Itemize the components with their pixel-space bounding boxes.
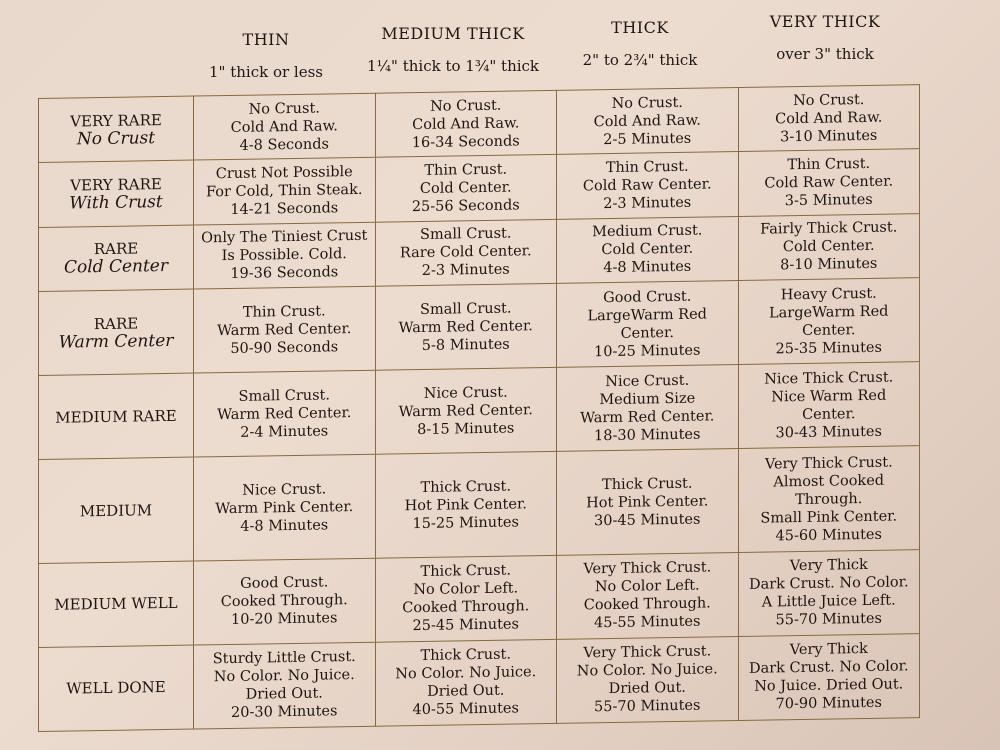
cell-line: 50-90 Seconds: [230, 338, 339, 357]
cell-line: Warm Red Center.: [580, 408, 715, 427]
cell-line: Small Crust.: [238, 387, 330, 405]
cell-line: Small Crust.: [420, 226, 512, 244]
cell-line: Warm Red Center.: [398, 401, 533, 421]
cell-line: Dried Out.: [608, 680, 686, 698]
table-cell: [557, 552, 739, 639]
column-header-thick: [540, 18, 740, 69]
table-cell: [557, 216, 739, 283]
row-label: VERY RARE: [70, 110, 162, 131]
cell-line: Thin Crust.: [242, 303, 326, 321]
cell-line: 30-45 Minutes: [594, 511, 701, 529]
cell-line: Cold Center.: [419, 179, 512, 198]
cell-line: 4-8 Minutes: [240, 517, 329, 535]
cell-line: Rare Cold Center.: [399, 243, 532, 262]
cell-line: 10-25 Minutes: [594, 342, 701, 360]
cell-line: Very Thick: [789, 641, 868, 659]
row-label: VERY RARE: [70, 175, 162, 195]
table-cell: [375, 284, 557, 371]
cell-line: 40-55 Minutes: [412, 700, 519, 719]
cell-line: 15-25 Minutes: [412, 514, 519, 532]
cell-line: 10-20 Minutes: [231, 610, 338, 629]
row-label: RARE: [93, 239, 139, 259]
cell-line: Dried Out.: [245, 685, 323, 704]
cell-line: No Color. No Juice.: [213, 667, 355, 686]
cell-line: Cooked Through.: [220, 592, 348, 611]
cell-line: 20-30 Minutes: [231, 703, 338, 722]
cell-line: Hot Pink Center.: [404, 495, 527, 514]
cell-line: Cold And Raw.: [775, 109, 883, 128]
column-header-thin: [166, 30, 366, 81]
cell-line: Is Possible. Cold.: [221, 246, 347, 265]
cell-line: Thick Crust.: [420, 647, 511, 665]
cell-line: 2-5 Minutes: [603, 130, 692, 148]
cell-line: Cold And Raw.: [593, 112, 701, 130]
cell-line: 25-35 Minutes: [775, 339, 882, 358]
table-cell: [557, 281, 739, 368]
row-header: [39, 289, 194, 375]
cell-line: Warm Red Center.: [217, 320, 352, 339]
cell-line: Cold Raw Center.: [764, 173, 894, 192]
column-subtitle: 1¼" thick to 1¾" thick: [366, 57, 540, 75]
table-cell: [194, 642, 376, 729]
column-header-very-thick: [725, 12, 925, 63]
cell-line: Crust Not Possible: [215, 164, 353, 183]
table-cell: [557, 365, 739, 452]
cell-line: 45-60 Minutes: [775, 526, 882, 544]
cell-line: 5-8 Minutes: [421, 336, 510, 354]
cell-line: 4-8 Minutes: [603, 259, 692, 277]
cell-line: LargeWarm Red Center.: [769, 303, 889, 339]
cell-line: 2-4 Minutes: [240, 423, 329, 441]
cell-line: Cold Raw Center.: [582, 176, 712, 195]
cell-line: No Crust.: [248, 100, 320, 118]
column-title: THIN: [242, 30, 290, 49]
cell-line: Almost Cooked Through.: [773, 472, 885, 508]
cell-line: 2-3 Minutes: [603, 194, 692, 213]
cell-line: 3-10 Minutes: [780, 127, 878, 146]
table-cell: [375, 555, 557, 642]
cell-line: Only The Tiniest Crust: [201, 228, 368, 247]
table-cell: [738, 278, 920, 365]
column-title: VERY THICK: [769, 12, 881, 31]
cell-line: 16-34 Seconds: [411, 133, 520, 151]
table-cell: [194, 222, 376, 289]
cell-line: No Color. No Juice.: [576, 661, 718, 681]
cell-line: No Color Left.: [594, 578, 700, 596]
table-cell: [375, 452, 557, 559]
cell-line: Good Crust.: [240, 574, 329, 593]
cell-line: 30-43 Minutes: [775, 423, 882, 442]
cell-line: 55-70 Minutes: [775, 611, 882, 629]
table-cell: [375, 155, 557, 222]
cell-line: 25-56 Seconds: [411, 197, 520, 216]
cell-line: Cold And Raw.: [412, 115, 520, 133]
cell-line: Very Thick: [789, 557, 868, 575]
cell-line: Cold Center.: [601, 241, 694, 259]
table-cell: [738, 149, 920, 216]
cell-line: Nice Warm Red Center.: [771, 387, 887, 423]
cell-line: Fairly Thick Crust.: [760, 219, 898, 239]
cell-line: Sturdy Little Crust.: [212, 649, 356, 668]
cell-line: 45-55 Minutes: [594, 614, 701, 632]
cell-line: 8-10 Minutes: [780, 256, 878, 274]
row-sublabel: Cold Center: [63, 256, 168, 279]
cell-line: Small Crust.: [420, 300, 512, 318]
table-cell: [375, 90, 557, 157]
column-subtitle: 2" to 2¾" thick: [582, 51, 698, 69]
cell-line: 2-3 Minutes: [421, 262, 510, 280]
column-subtitle: 1" thick or less: [209, 63, 323, 81]
cell-line: Medium Size: [599, 390, 696, 408]
cell-line: Nice Crust.: [242, 481, 327, 499]
cell-line: No Juice. Dried Out.: [754, 676, 904, 696]
row-label: RARE: [93, 314, 139, 333]
row-header: [39, 457, 194, 563]
cell-line: Thin Crust.: [424, 161, 508, 180]
cell-line: Cold And Raw.: [230, 117, 338, 136]
cell-line: 70-90 Minutes: [775, 695, 882, 713]
row-label: WELL DONE: [66, 678, 166, 699]
cell-line: No Crust.: [793, 91, 865, 109]
row-header: [39, 561, 194, 647]
table-cell: [557, 636, 739, 723]
row-header: [39, 373, 194, 459]
cell-line: Thin Crust.: [787, 156, 871, 174]
table-cell: [194, 558, 376, 645]
cell-line: Very Thick Crust.: [583, 643, 712, 662]
cell-line: Thin Crust.: [605, 158, 689, 177]
table-cell: [375, 639, 557, 726]
cell-line: Nice Thick Crust.: [764, 369, 894, 388]
cell-line: Nice Crust.: [423, 384, 508, 402]
table-cell: [375, 368, 557, 455]
cell-line: Dark Crust. No Color.: [748, 658, 909, 678]
cell-line: Cold Center.: [782, 238, 875, 256]
table-row: [39, 550, 920, 648]
row-header: [39, 225, 194, 292]
table-cell: [557, 152, 739, 219]
table-row: [39, 278, 920, 376]
table-cell: [557, 449, 739, 556]
cell-line: Heavy Crust.: [780, 285, 877, 304]
table-cell: [194, 454, 376, 561]
table-cell: [557, 88, 739, 155]
table-cell: [194, 158, 376, 225]
cell-line: Warm Red Center.: [398, 317, 533, 337]
row-header: [39, 160, 194, 227]
cell-line: No Color. No Juice.: [395, 664, 537, 683]
table-cell: [738, 550, 920, 637]
cell-line: Hot Pink Center.: [586, 493, 709, 511]
cell-line: No Color Left.: [413, 580, 519, 599]
cell-line: Thick Crust.: [420, 562, 511, 581]
cell-line: No Crust.: [611, 94, 683, 112]
doneness-table: [38, 84, 920, 732]
cell-line: Cooked Through.: [402, 598, 530, 617]
column-title: THICK: [611, 18, 669, 37]
table-cell: [194, 93, 376, 160]
table-cell: [375, 219, 557, 286]
cell-line: Very Thick Crust.: [583, 559, 712, 578]
row-header: [39, 645, 194, 731]
column-subtitle: over 3" thick: [776, 45, 874, 63]
cell-line: 14-21 Seconds: [230, 200, 339, 219]
cell-line: For Cold, Thin Steak.: [206, 181, 363, 201]
row-label: MEDIUM RARE: [55, 406, 177, 427]
table-cell: [738, 213, 920, 280]
cell-line: Warm Pink Center.: [215, 498, 354, 517]
cell-line: LargeWarm Red Center.: [587, 306, 707, 342]
cell-line: 55-70 Minutes: [594, 698, 701, 716]
column-title: MEDIUM THICK: [381, 24, 525, 43]
table-row: [39, 362, 920, 460]
cell-line: Dark Crust. No Color.: [748, 574, 909, 594]
cell-line: Thick Crust.: [602, 475, 693, 493]
cell-line: 25-45 Minutes: [412, 616, 519, 635]
row-sublabel: Warm Center: [58, 330, 174, 353]
row-header: [39, 96, 194, 163]
row-label: MEDIUM: [79, 500, 153, 520]
cell-line: No Crust.: [430, 97, 502, 115]
row-sublabel: No Crust: [76, 127, 156, 150]
table-cell: [738, 446, 920, 553]
cell-line: Thick Crust.: [420, 478, 511, 496]
cell-line: 3-5 Minutes: [784, 191, 873, 210]
cell-line: A Little Juice Left.: [761, 592, 896, 612]
cell-line: 19-36 Seconds: [230, 264, 339, 283]
table-row: [39, 446, 920, 564]
row-sublabel: With Crust: [69, 192, 163, 214]
cell-line: Warm Red Center.: [217, 404, 352, 423]
table-cell: [738, 634, 920, 721]
table-row: [39, 634, 920, 732]
cell-line: 4-8 Seconds: [239, 136, 329, 154]
cell-line: Cooked Through.: [583, 595, 711, 614]
row-label: MEDIUM WELL: [54, 594, 178, 615]
cell-line: Nice Crust.: [605, 372, 690, 390]
column-header-medium-thick: [353, 24, 553, 75]
cell-line: Good Crust.: [603, 288, 692, 306]
table-cell: [194, 286, 376, 373]
cell-line: Medium Crust.: [592, 223, 703, 241]
table-cell: [738, 85, 920, 152]
table-cell: [738, 362, 920, 449]
cell-line: 8-15 Minutes: [417, 420, 515, 438]
table-cell: [194, 370, 376, 457]
cell-line: Dried Out.: [427, 683, 505, 701]
cell-line: Small Pink Center.: [760, 508, 898, 527]
cell-line: 18-30 Minutes: [594, 426, 701, 444]
cell-line: Very Thick Crust.: [764, 454, 893, 473]
